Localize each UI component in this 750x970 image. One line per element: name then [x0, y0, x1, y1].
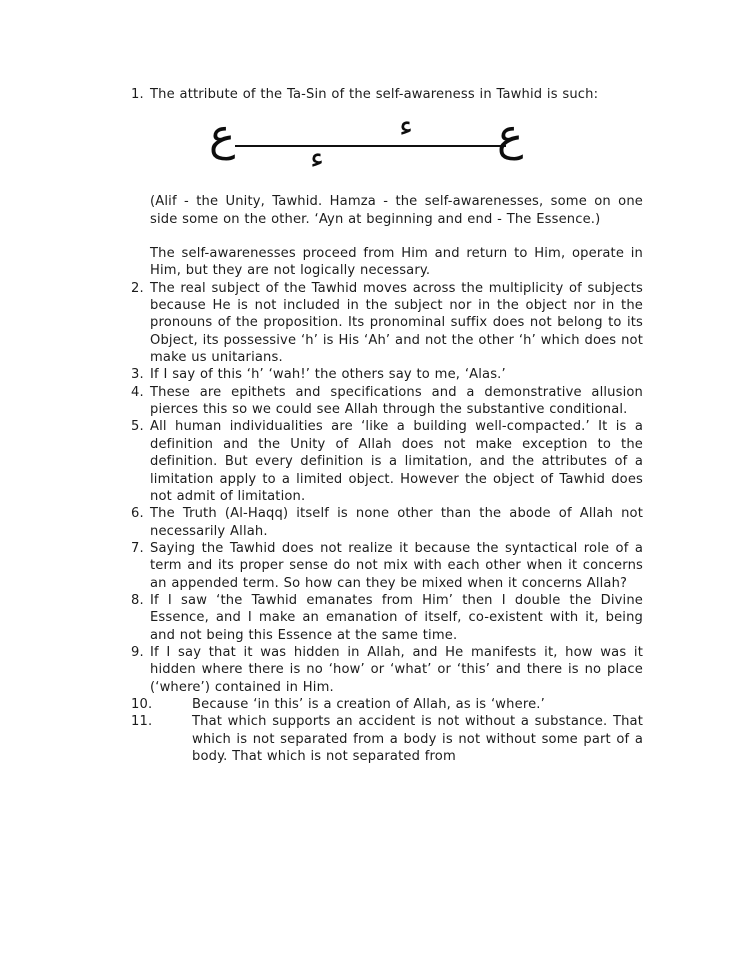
list-item-number: 2.: [131, 280, 144, 296]
list-item-text: If I saw ‘the Tawhid emanates from Him’ then I double the Divine Essence, and I make an emanation of itself, co-existent with it, being and not being this Essence at the same time.: [150, 592, 643, 643]
list-item-text: That which supports an accident is not without a substance. That which is not separated from a body is not without some part of a body. That which is not separated from: [192, 714, 643, 764]
arabic-diagram-inner: [171, 109, 531, 180]
list-item-number: 4.: [131, 384, 144, 400]
ayn-right-glyph: ع: [497, 110, 524, 162]
interstitial-paragraph: The self-awarenesses proceed from Him and return to Him, operate in Him, but they are not logically necessary.: [150, 246, 643, 279]
list-item-text: These are epithets and specifications and a demonstrative allusion pierces this so we could see Allah through the substantive conditional.: [150, 384, 643, 418]
list-item: [131, 86, 643, 103]
ayn-left-glyph: ع: [209, 110, 236, 162]
list-item: [131, 713, 643, 765]
spacer: [131, 228, 643, 245]
document-content: [131, 86, 643, 765]
arabic-diagram: [131, 109, 643, 180]
list-item-text: The real subject of the Tawhid moves across the multiplicity of subjects because He is not included in the subject nor in the object nor in the pronouns of the proposition. Its pronominal suffix does not belong to its Object, its possessive ‘h’ is His ‘Ah’ and not the other ‘h’ which does not make us unitarians.: [150, 280, 643, 366]
list-item-text: Saying the Tawhid does not realize it because the syntactical role of a term and its proper sense do not mix with each other when it concerns an appended term. So how can they be mixed when it concerns Allah?: [150, 540, 643, 591]
list-item-text: Because ‘in this’ is a creation of Allah, as is ‘where.’: [192, 696, 545, 712]
list-item: [131, 384, 643, 419]
list-item-text: The attribute of the Ta-Sin of the self-awareness in Tawhid is such:: [150, 87, 599, 102]
list-item-number: 6.: [131, 506, 144, 522]
list-item-number: 1.: [131, 87, 144, 102]
list-item-text: The Truth (Al-Haqq) itself is none other than the abode of Allah not necessarily Allah.: [150, 506, 643, 539]
list-item-number: 7.: [131, 540, 144, 556]
figure-caption: (Alif - the Unity, Tawhid. Hamza - the self-awarenesses, some on one side some on the other. ‘Ayn at beginning and end - The Essence.): [150, 194, 643, 227]
list-item-number: 9.: [131, 644, 144, 660]
alif-horizontal-line: [235, 145, 506, 147]
spacer: [131, 180, 643, 193]
list-item-number: 5.: [131, 419, 144, 435]
list-item: [131, 540, 643, 592]
list-item: [131, 418, 643, 505]
spacer: [131, 103, 643, 116]
list-item: [131, 696, 643, 713]
hamza-below-line-glyph: ء: [310, 141, 325, 177]
list-item: [131, 280, 643, 367]
list-item-number: 11.: [131, 714, 153, 730]
list-item-text: If I say that it was hidden in Allah, and He manifests it, how was it hidden where there is no ‘how’ or ‘what’ or ‘this’ and there is no place (‘where’) contained in Him.: [150, 644, 643, 695]
list-item-number: 10.: [131, 696, 153, 712]
list-item-text: All human individualities are ‘like a building well-compacted.’ It is a definition and the Unity of Allah does not make exception to the definition. But every definition is a limitation, and the attributes of a limitation apply to a limited object. However the object of Tawhid does not admit of limitation.: [150, 419, 643, 504]
list-item-number: 8.: [131, 592, 144, 608]
list-item-text: If I say of this ‘h’ ‘wah!’ the others say to me, ‘Alas.’: [150, 367, 506, 383]
hamza-above-line-glyph: ء: [399, 109, 414, 145]
list-item: [131, 592, 643, 644]
list-item: [131, 366, 643, 383]
list-item: [131, 505, 643, 540]
list-item: [131, 644, 643, 696]
list-item-number: 3.: [131, 367, 144, 383]
